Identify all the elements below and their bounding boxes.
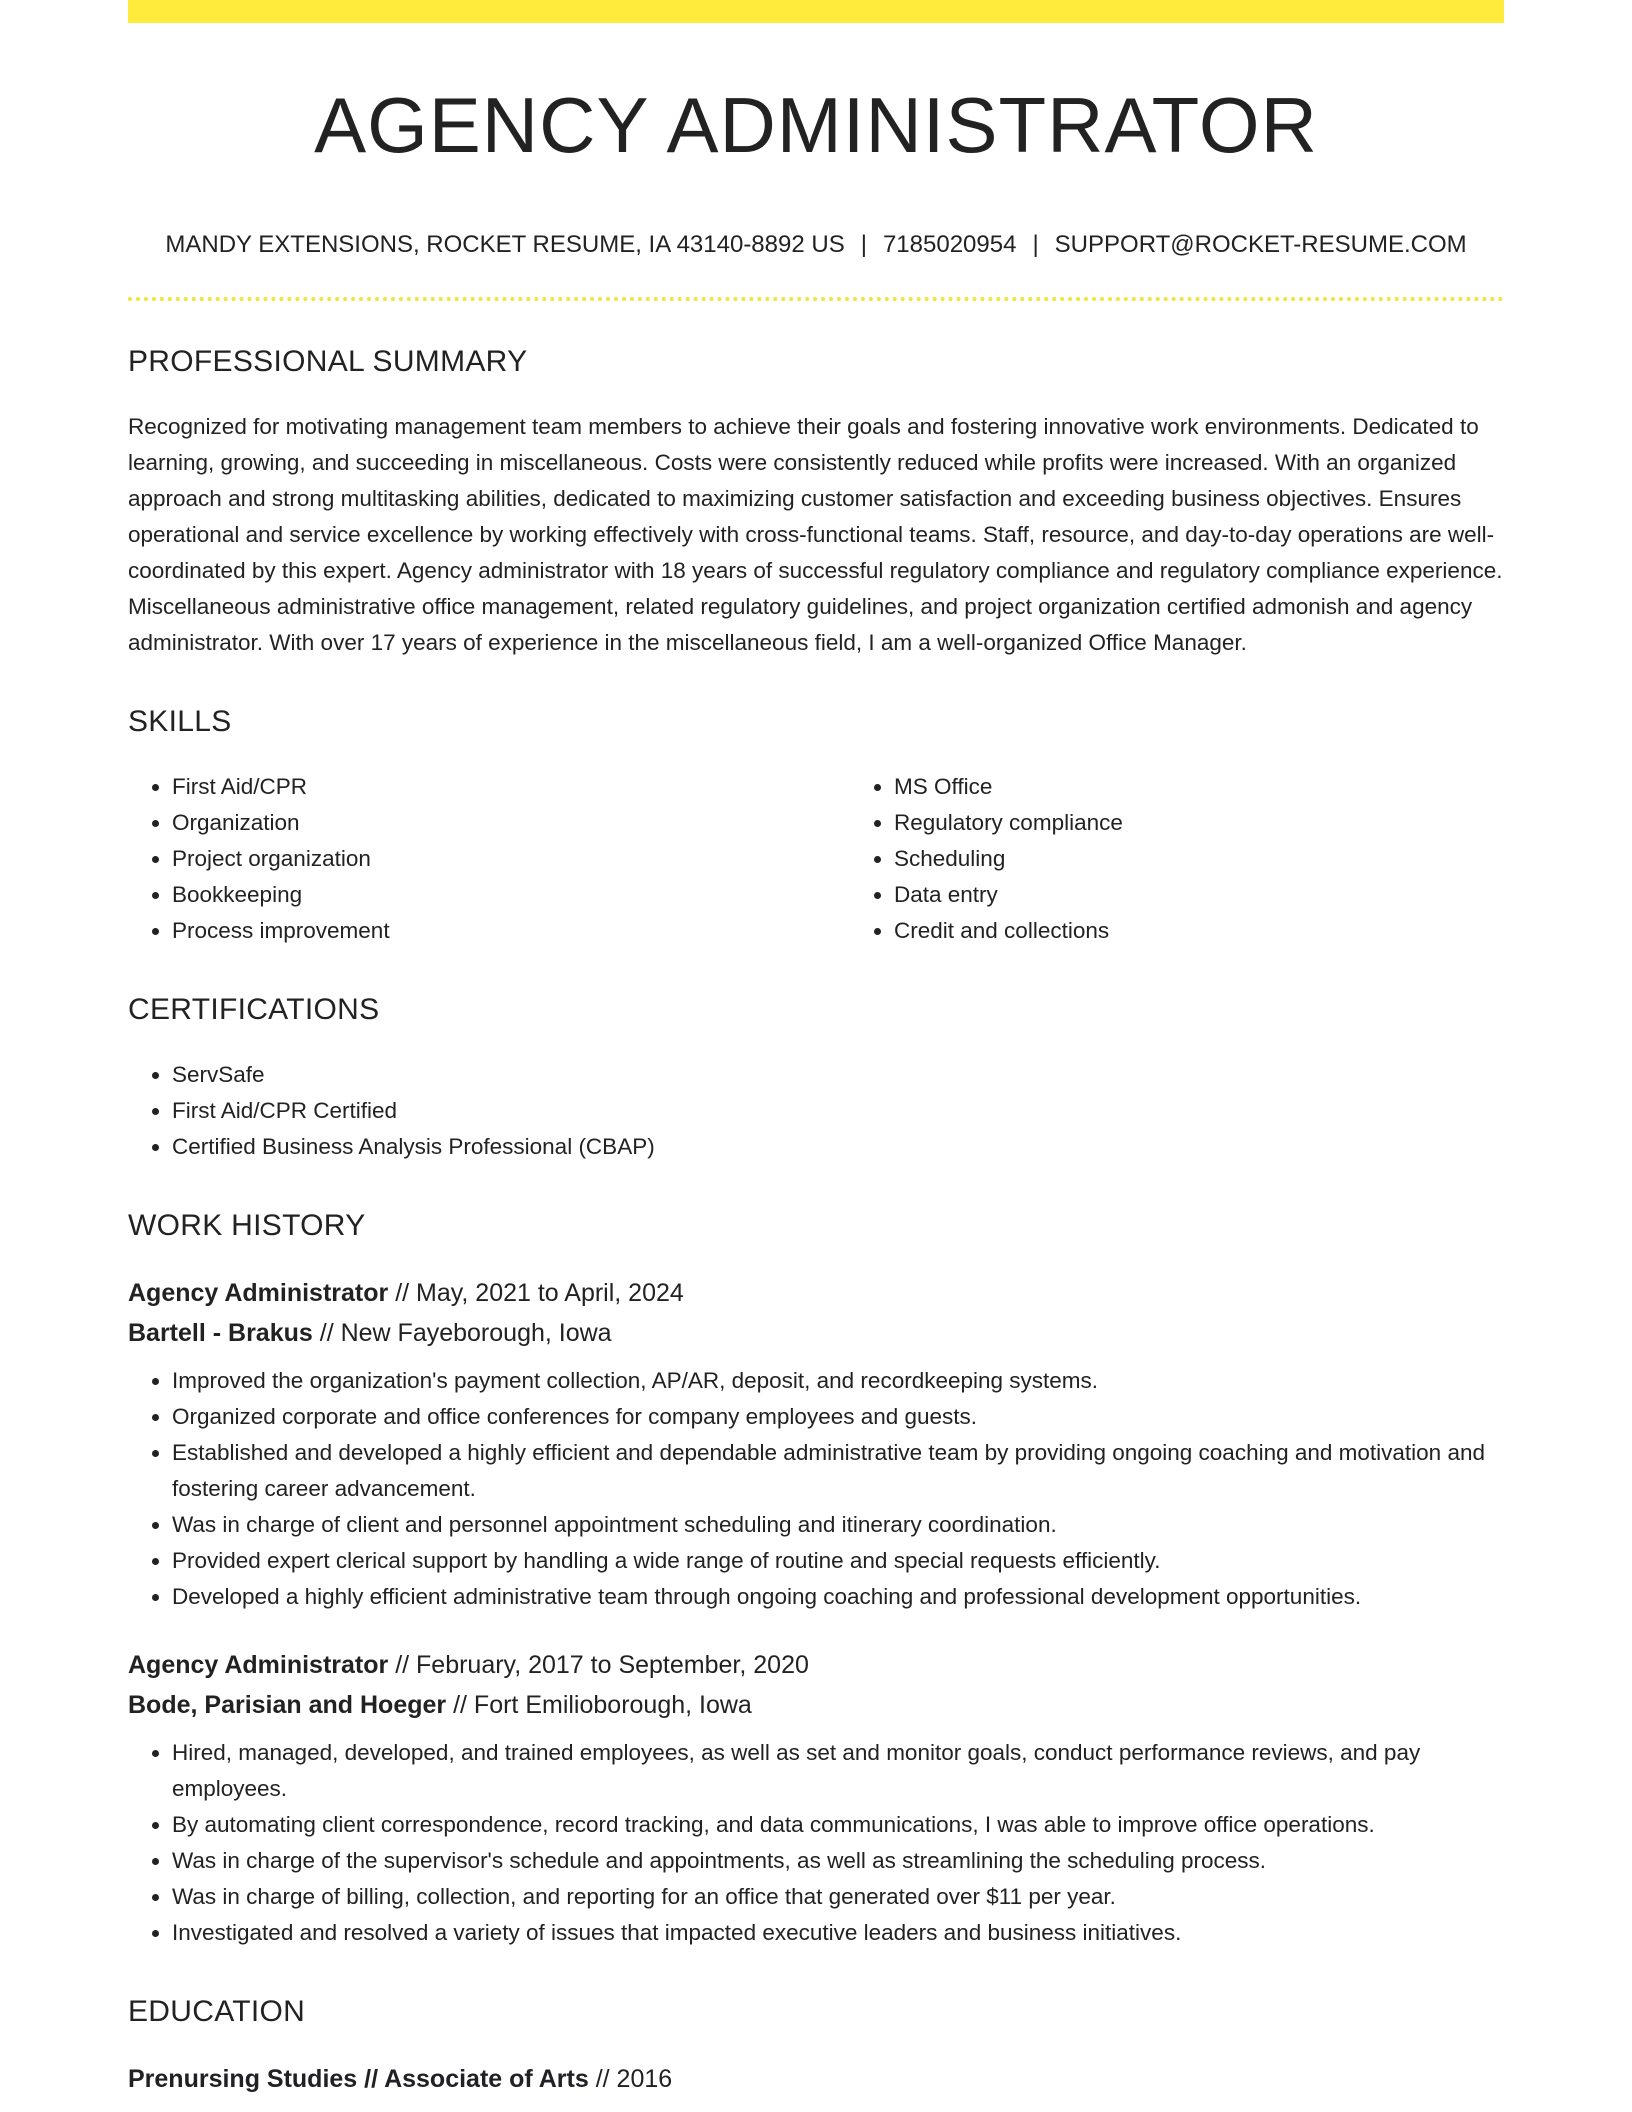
- job-bullet: • Established and developed a highly efficient and dependable administrative team by providing ongoing coaching and motivation and fostering career advancement.: [172, 1435, 1504, 1507]
- job-bullet: • Was in charge of the supervisor's schedule and appointments, as well as streamlining the scheduling process.: [172, 1843, 1504, 1879]
- email: SUPPORT@ROCKET-RESUME.COM: [1054, 230, 1467, 258]
- summary-text: Recognized for motivating management team members to achieve their goals and fostering innovative work environments. Dedicated to learning, growing, and succeeding in miscellaneous. Costs were consistently reduced while profits were increased. With an organized approach and strong multitasking abilities, dedicated to maximizing customer satisfaction and exceeding business objectives. Ensures operational and service excellence by working effectively with cross-functional teams. Staff, resource, and day-to-day operations are well-coordinated by this expert. Agency administrator with 18 years of successful regulatory compliance and regulatory compliance experience. Miscellaneous administrative office management, related regulatory guidelines, and project organization certified admonish and agency administrator. With over 17 years of experience in the miscellaneous field, I am a well-organized Office Manager.: [128, 413, 1503, 655]
- contact-line: [128, 231, 1504, 259]
- job-bullet: • Developed a highly efficient administrative team through ongoing coaching and professional development opportunities.: [172, 1579, 1504, 1615]
- skill-item: • Data entry: [894, 877, 1572, 913]
- job-bullet: • Provided expert clerical support by handling a wide range of routine and special requests efficiently.: [172, 1543, 1504, 1579]
- skill-item: • Bookkeeping: [172, 877, 850, 913]
- skill-item: • Credit and collections: [894, 913, 1572, 949]
- job-entry: [128, 1273, 1504, 1615]
- certifications-list: [128, 1057, 1504, 1165]
- job-bullets: [128, 1735, 1504, 1951]
- address: MANDY EXTENSIONS, ROCKET RESUME, IA 43140-8892 US: [165, 230, 845, 258]
- separator: |: [860, 230, 867, 258]
- job-title-line: [128, 1645, 1504, 1685]
- job-title-line: [128, 1273, 1504, 1313]
- job-title: Agency Administrator: [128, 1278, 389, 1307]
- education-section: [128, 1995, 1504, 2099]
- job-bullet: • Was in charge of client and personnel appointment scheduling and itinerary coordination.: [172, 1507, 1504, 1543]
- job-bullet: • Investigated and resolved a variety of issues that impacted executive leaders and business initiatives.: [172, 1915, 1504, 1951]
- skill-item: • Scheduling: [894, 841, 1572, 877]
- skill-item: • MS Office: [894, 769, 1572, 805]
- section-heading-skills: SKILLS: [128, 704, 232, 738]
- skills-list-right: [850, 769, 1572, 949]
- job-title: Agency Administrator: [128, 1650, 389, 1679]
- skill-item: • Process improvement: [172, 913, 850, 949]
- resume-page: [128, 0, 1504, 2099]
- skill-item: • Regulatory compliance: [894, 805, 1572, 841]
- phone: 7185020954: [882, 230, 1017, 258]
- job-bullet: • Improved the organization's payment collection, AP/AR, deposit, and recordkeeping systems.: [172, 1363, 1504, 1399]
- certification-item: • Certified Business Analysis Professional (CBAP): [172, 1129, 1504, 1165]
- job-company-line: [128, 1685, 1504, 1725]
- section-heading-work-history: WORK HISTORY: [128, 1208, 366, 1242]
- skills-list-left: [128, 769, 850, 949]
- certification-item: • ServSafe: [172, 1057, 1504, 1093]
- skill-item: • Project organization: [172, 841, 850, 877]
- accent-bar: [128, 0, 1504, 23]
- job-company-line: [128, 1313, 1504, 1353]
- section-heading-certifications: CERTIFICATIONS: [128, 992, 380, 1026]
- education-entry: [128, 2059, 1504, 2099]
- job-company: Bode, Parisian and Hoeger: [128, 1690, 447, 1719]
- summary-section: [128, 345, 1504, 661]
- certifications-section: [128, 993, 1504, 1165]
- skill-item: • First Aid/CPR: [172, 769, 850, 805]
- section-heading-summary: PROFESSIONAL SUMMARY: [128, 344, 528, 378]
- job-entry: [128, 1645, 1504, 1951]
- job-bullets: [128, 1363, 1504, 1615]
- job-bullet: • Hired, managed, developed, and trained employees, as well as set and monitor goals, conduct performance reviews, and pay employees.: [172, 1735, 1504, 1807]
- job-location: // New Fayeborough, Iowa: [319, 1318, 612, 1347]
- job-location: // Fort Emilioborough, Iowa: [453, 1690, 752, 1719]
- job-bullet: • Organized corporate and office conferences for company employees and guests.: [172, 1399, 1504, 1435]
- skills-section: [128, 705, 1504, 949]
- job-dates: // May, 2021 to April, 2024: [395, 1278, 684, 1307]
- dotted-divider: [128, 297, 1504, 301]
- separator: |: [1032, 230, 1039, 258]
- skill-item: • Organization: [172, 805, 850, 841]
- certification-item: • First Aid/CPR Certified: [172, 1093, 1504, 1129]
- education-year: // 2016: [595, 2064, 673, 2093]
- job-company: Bartell - Brakus: [128, 1318, 313, 1347]
- education-degree: Prenursing Studies // Associate of Arts: [128, 2064, 589, 2093]
- page-title: AGENCY ADMINISTRATOR: [314, 81, 1318, 169]
- job-bullet: • By automating client correspondence, record tracking, and data communications, I was able to improve office operations.: [172, 1807, 1504, 1843]
- work-history-section: [128, 1209, 1504, 1951]
- section-heading-education: EDUCATION: [128, 1994, 306, 2028]
- job-dates: // February, 2017 to September, 2020: [395, 1650, 809, 1679]
- job-bullet: • Was in charge of billing, collection, and reporting for an office that generated over $11 per year.: [172, 1879, 1504, 1915]
